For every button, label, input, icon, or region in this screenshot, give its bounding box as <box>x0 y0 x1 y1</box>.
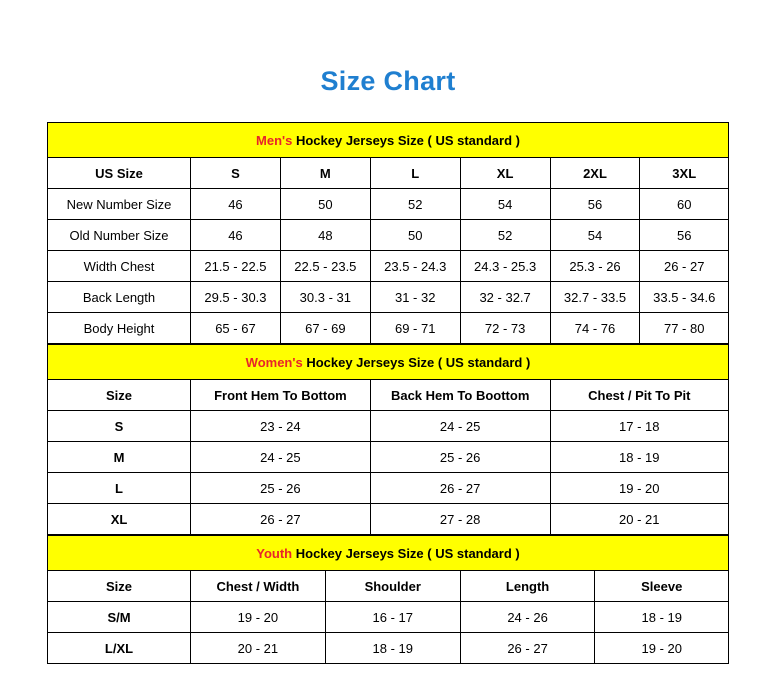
mens-col-header: US Size <box>48 158 191 189</box>
table-section-heading-row <box>48 123 729 158</box>
table-row <box>48 282 729 313</box>
mens-cell: 50 <box>370 220 460 251</box>
womens-cell: 26 - 27 <box>370 473 550 504</box>
mens-col-header: 3XL <box>640 158 729 189</box>
mens-cell: 29.5 - 30.3 <box>191 282 281 313</box>
mens-col-header: M <box>280 158 370 189</box>
mens-cell: 77 - 80 <box>640 313 729 344</box>
table-row <box>48 602 729 633</box>
mens-section-heading <box>48 123 729 158</box>
youth-cell: 19 - 20 <box>595 633 729 664</box>
mens-cell: 46 <box>191 189 281 220</box>
womens-row-label: S <box>48 411 191 442</box>
youth-cell: 18 - 19 <box>595 602 729 633</box>
mens-cell: 60 <box>640 189 729 220</box>
size-chart-container <box>47 122 729 664</box>
mens-cell: 56 <box>640 220 729 251</box>
womens-cell: 24 - 25 <box>370 411 550 442</box>
womens-cell: 17 - 18 <box>550 411 728 442</box>
womens-cell: 24 - 25 <box>191 442 371 473</box>
youth-col-header: Size <box>48 571 191 602</box>
womens-cell: 18 - 19 <box>550 442 728 473</box>
womens-cell: 23 - 24 <box>191 411 371 442</box>
womens-col-header: Back Hem To Boottom <box>370 380 550 411</box>
womens-section-heading-accent: Women's <box>245 354 303 370</box>
youth-cell: 18 - 19 <box>325 633 460 664</box>
womens-section-heading <box>48 345 729 380</box>
womens-row-label: L <box>48 473 191 504</box>
mens-cell: 26 - 27 <box>640 251 729 282</box>
mens-cell: 25.3 - 26 <box>550 251 640 282</box>
table-row <box>48 313 729 344</box>
table-section-heading-row <box>48 536 729 571</box>
mens-cell: 30.3 - 31 <box>280 282 370 313</box>
womens-cell: 25 - 26 <box>191 473 371 504</box>
mens-col-header: S <box>191 158 281 189</box>
mens-cell: 67 - 69 <box>280 313 370 344</box>
youth-col-header: Length <box>460 571 595 602</box>
mens-col-header: L <box>370 158 460 189</box>
womens-cell: 20 - 21 <box>550 504 728 535</box>
womens-cell: 26 - 27 <box>191 504 371 535</box>
mens-cell: 21.5 - 22.5 <box>191 251 281 282</box>
mens-col-header: XL <box>460 158 550 189</box>
youth-row-label: S/M <box>48 602 191 633</box>
table-row <box>48 189 729 220</box>
womens-row-label: XL <box>48 504 191 535</box>
womens-section-heading-rest: Hockey Jerseys Size ( US standard ) <box>302 354 531 370</box>
youth-section-heading-rest: Hockey Jerseys Size ( US standard ) <box>292 545 520 561</box>
mens-col-header: 2XL <box>550 158 640 189</box>
table-row <box>48 633 729 664</box>
womens-cell: 27 - 28 <box>370 504 550 535</box>
mens-row-label: New Number Size <box>48 189 191 220</box>
table-row <box>48 251 729 282</box>
womens-cell: 19 - 20 <box>550 473 728 504</box>
mens-cell: 50 <box>280 189 370 220</box>
youth-cell: 24 - 26 <box>460 602 595 633</box>
womens-col-header: Front Hem To Bottom <box>191 380 371 411</box>
mens-cell: 74 - 76 <box>550 313 640 344</box>
mens-row-label: Body Height <box>48 313 191 344</box>
table-header-row <box>48 158 729 189</box>
table-row <box>48 504 729 535</box>
youth-cell: 26 - 27 <box>460 633 595 664</box>
table-section-heading-row <box>48 345 729 380</box>
youth-row-label: L/XL <box>48 633 191 664</box>
womens-size-table <box>47 344 729 535</box>
mens-cell: 52 <box>370 189 460 220</box>
table-header-row <box>48 571 729 602</box>
mens-row-label: Old Number Size <box>48 220 191 251</box>
womens-row-label: M <box>48 442 191 473</box>
youth-col-header: Chest / Width <box>191 571 326 602</box>
youth-size-table <box>47 535 729 664</box>
mens-cell: 32 - 32.7 <box>460 282 550 313</box>
mens-row-label: Back Length <box>48 282 191 313</box>
table-row <box>48 411 729 442</box>
mens-cell: 54 <box>460 189 550 220</box>
youth-cell: 16 - 17 <box>325 602 460 633</box>
page-title: Size Chart <box>320 66 456 96</box>
mens-cell: 56 <box>550 189 640 220</box>
womens-col-header: Chest / Pit To Pit <box>550 380 728 411</box>
youth-cell: 19 - 20 <box>191 602 326 633</box>
youth-cell: 20 - 21 <box>191 633 326 664</box>
mens-section-heading-rest: Hockey Jerseys Size ( US standard ) <box>292 132 520 148</box>
mens-cell: 33.5 - 34.6 <box>640 282 729 313</box>
table-row <box>48 442 729 473</box>
table-row <box>48 220 729 251</box>
womens-cell: 25 - 26 <box>370 442 550 473</box>
mens-row-label: Width Chest <box>48 251 191 282</box>
mens-cell: 52 <box>460 220 550 251</box>
mens-cell: 22.5 - 23.5 <box>280 251 370 282</box>
youth-col-header: Sleeve <box>595 571 729 602</box>
mens-cell: 69 - 71 <box>370 313 460 344</box>
mens-cell: 32.7 - 33.5 <box>550 282 640 313</box>
mens-cell: 31 - 32 <box>370 282 460 313</box>
youth-section-heading <box>48 536 729 571</box>
table-row <box>48 473 729 504</box>
mens-cell: 46 <box>191 220 281 251</box>
youth-section-heading-accent: Youth <box>256 545 293 561</box>
mens-cell: 48 <box>280 220 370 251</box>
youth-col-header: Shoulder <box>325 571 460 602</box>
mens-size-table <box>47 122 729 344</box>
mens-cell: 54 <box>550 220 640 251</box>
mens-cell: 23.5 - 24.3 <box>370 251 460 282</box>
mens-cell: 65 - 67 <box>191 313 281 344</box>
mens-cell: 24.3 - 25.3 <box>460 251 550 282</box>
womens-col-header: Size <box>48 380 191 411</box>
table-header-row <box>48 380 729 411</box>
mens-cell: 72 - 73 <box>460 313 550 344</box>
mens-section-heading-accent: Men's <box>256 132 293 148</box>
